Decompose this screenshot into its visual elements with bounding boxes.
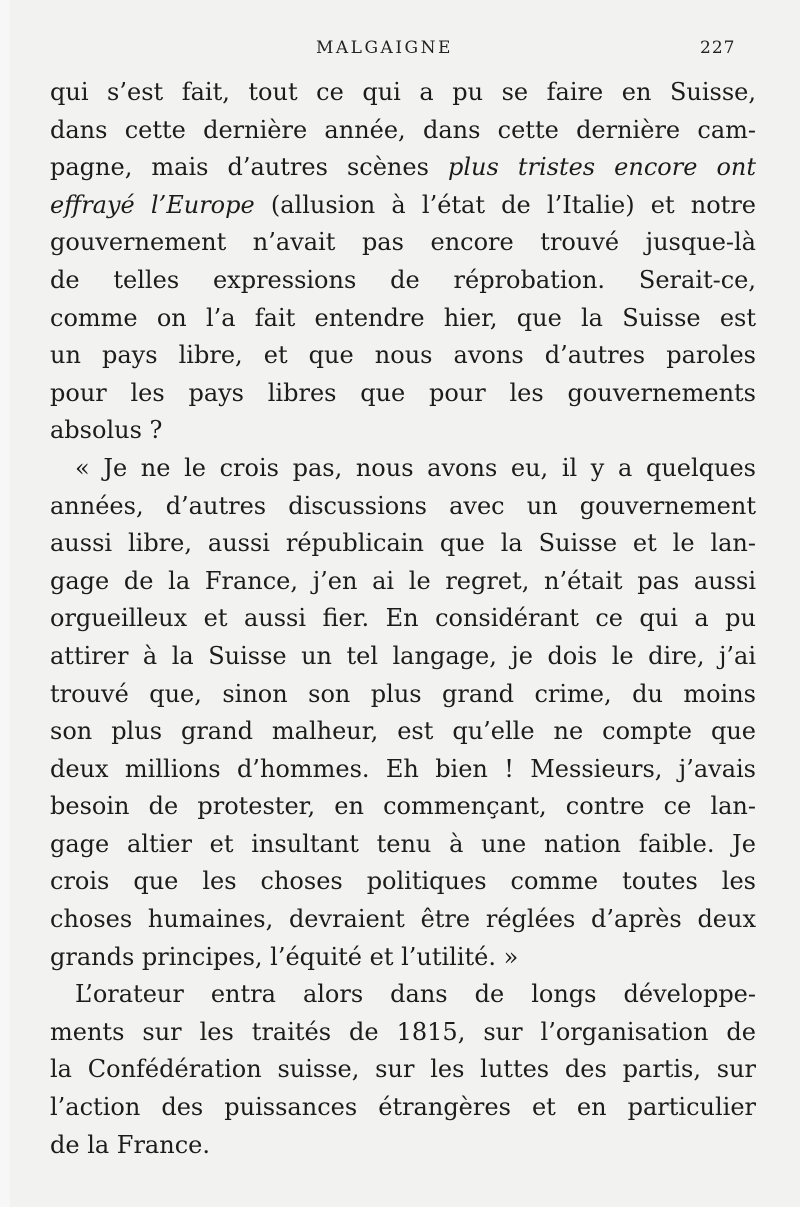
text-line: l’action des puissances étrangères et en particulier	[50, 1093, 756, 1122]
text-line: deux millions d’hommes. Eh bien ! Messieurs, j’avais	[50, 754, 756, 783]
text-line: « Je ne le crois pas, nous avons eu, il y a quelques	[75, 453, 756, 482]
text-line: la Confédération suisse, sur les luttes des partis, sur	[50, 1055, 756, 1084]
text-line: son plus grand malheur, est qu’elle ne compte que	[50, 717, 756, 746]
text-line: gage de la France, j’en ai le regret, n’était pas aussi	[50, 566, 756, 595]
italic-phrase: effrayé l’Europe	[50, 190, 255, 219]
text-line: besoin de protester, en commençant, contre ce lan-	[50, 792, 756, 821]
text-line: un pays libre, et que nous avons d’autres paroles	[50, 341, 756, 370]
text-line: comme on l’a fait entendre hier, que la Suisse est	[50, 303, 756, 332]
text-line: crois que les choses politiques comme toutes les	[50, 867, 756, 896]
running-title: MALGAIGNE	[316, 38, 453, 58]
text-line: qui s’est fait, tout ce qui a pu se faire en Suisse,	[50, 78, 756, 106]
text-line: années, d’autres discussions avec un gouvernement	[50, 491, 756, 520]
text-line: dans cette dernière année, dans cette dernière cam-	[50, 115, 756, 144]
text-line: trouvé que, sinon son plus grand crime, du moins	[50, 679, 756, 708]
italic-phrase: plus tristes encore ont	[447, 153, 757, 182]
text-line: gouvernement n’avait pas encore trouvé jusque-là	[50, 228, 756, 257]
text-line: absolus ?	[50, 416, 163, 445]
text-line: orgueilleux et aussi fier. En considérant ce qui a pu	[50, 604, 756, 633]
text-line: aussi libre, aussi républicain que la Suisse et le lan-	[50, 529, 756, 558]
text-line: de la France.	[50, 1130, 210, 1159]
book-page	[10, 0, 800, 1207]
body-text	[50, 74, 756, 1164]
scan-margin	[0, 0, 10, 1207]
running-head	[10, 38, 800, 62]
page-number: 227	[700, 38, 736, 58]
text-line: pour les pays libres que pour les gouvernements	[50, 378, 756, 407]
text-line: effrayé l’Europe (allusion à l’état de l’Italie) et notre	[50, 190, 756, 219]
text-line: grands principes, l’équité et l’utilité. »	[50, 942, 519, 971]
text-line: gage altier et insultant tenu à une nation faible. Je	[50, 829, 756, 858]
text-line: ments sur les traités de 1815, sur l’organisation de	[50, 1017, 756, 1046]
text-line: de telles expressions de réprobation. Serait-ce,	[50, 265, 756, 294]
text-line: pagne, mais d’autres scènes plus tristes encore ont	[50, 153, 757, 182]
text-line: choses humaines, devraient être réglées d’après deux	[50, 905, 756, 934]
text-line: attirer à la Suisse un tel langage, je dois le dire, j’ai	[50, 641, 756, 670]
text-line: L’orateur entra alors dans de longs développe-	[75, 980, 756, 1009]
